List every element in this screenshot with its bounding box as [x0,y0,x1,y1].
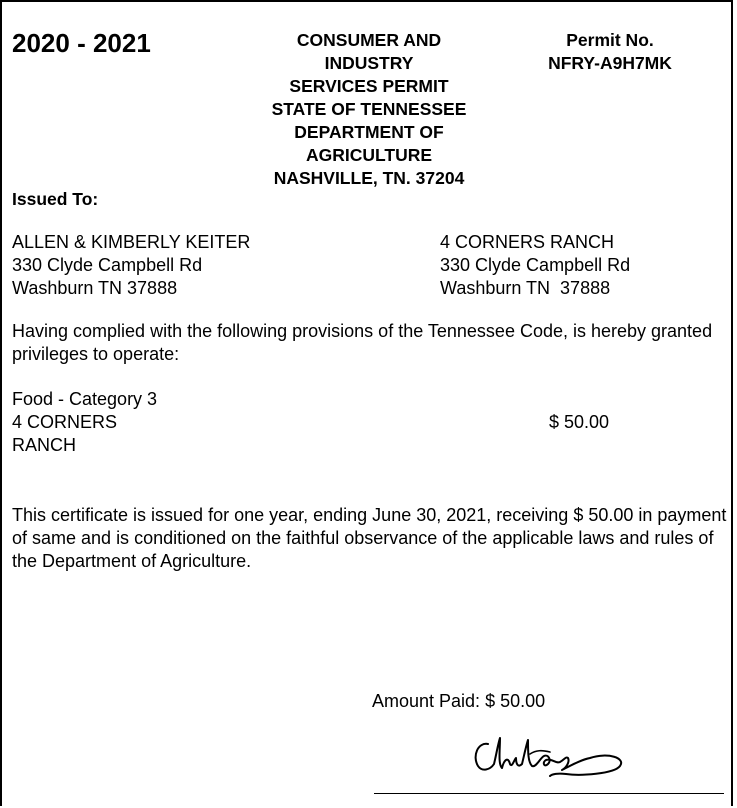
handwritten-signature-icon [470,730,630,780]
provisions-text: Having complied with the following provisions of the Tennessee Code, is hereby granted privileges to operate: [12,321,713,364]
agency-line: NASHVILLE, TN. 37204 [273,168,465,188]
business-address [440,231,630,300]
issued-to-label: Issued To: [12,189,99,209]
permit-fee: $ 50.00 [549,412,610,432]
business-name: 4 CORNERS RANCH [440,232,615,252]
agency-line: AGRICULTURE [305,145,433,165]
permit-year: 2020 - 2021 [12,28,151,58]
agency-line: INDUSTRY [324,53,414,73]
business-street: 330 Clyde Campbell Rd [440,255,631,275]
issuing-agency [238,29,500,190]
certificate-text: This certificate is issued for one year, ending June 30, 2021, receiving $ 50.00 in payment of same and is conditioned on the faithful observance of the applicable laws and rules of the Department of Agriculture. [12,505,727,571]
owner-name: ALLEN & KIMBERLY KEITER [12,232,251,252]
amount-paid: Amount Paid: $ 50.00 [372,691,546,711]
permit-business-name: 4 CORNERS RANCH [12,412,118,455]
agency-line: STATE OF TENNESSEE [271,99,467,119]
owner-city: Washburn TN 37888 [12,278,178,298]
owner-address [12,231,250,300]
owner-street: 330 Clyde Campbell Rd [12,255,203,275]
permit-number-block [522,29,698,75]
agency-line: DEPARTMENT OF [294,122,444,142]
signature-line [374,793,724,794]
agency-line: SERVICES PERMIT [289,76,449,96]
permit-category: Food - Category 3 [12,389,158,409]
permit-number: NFRY-A9H7MK [548,53,672,73]
permit-number-label: Permit No. [566,30,654,50]
business-city: Washburn TN 37888 [440,278,611,298]
agency-line: CONSUMER AND [296,30,442,50]
